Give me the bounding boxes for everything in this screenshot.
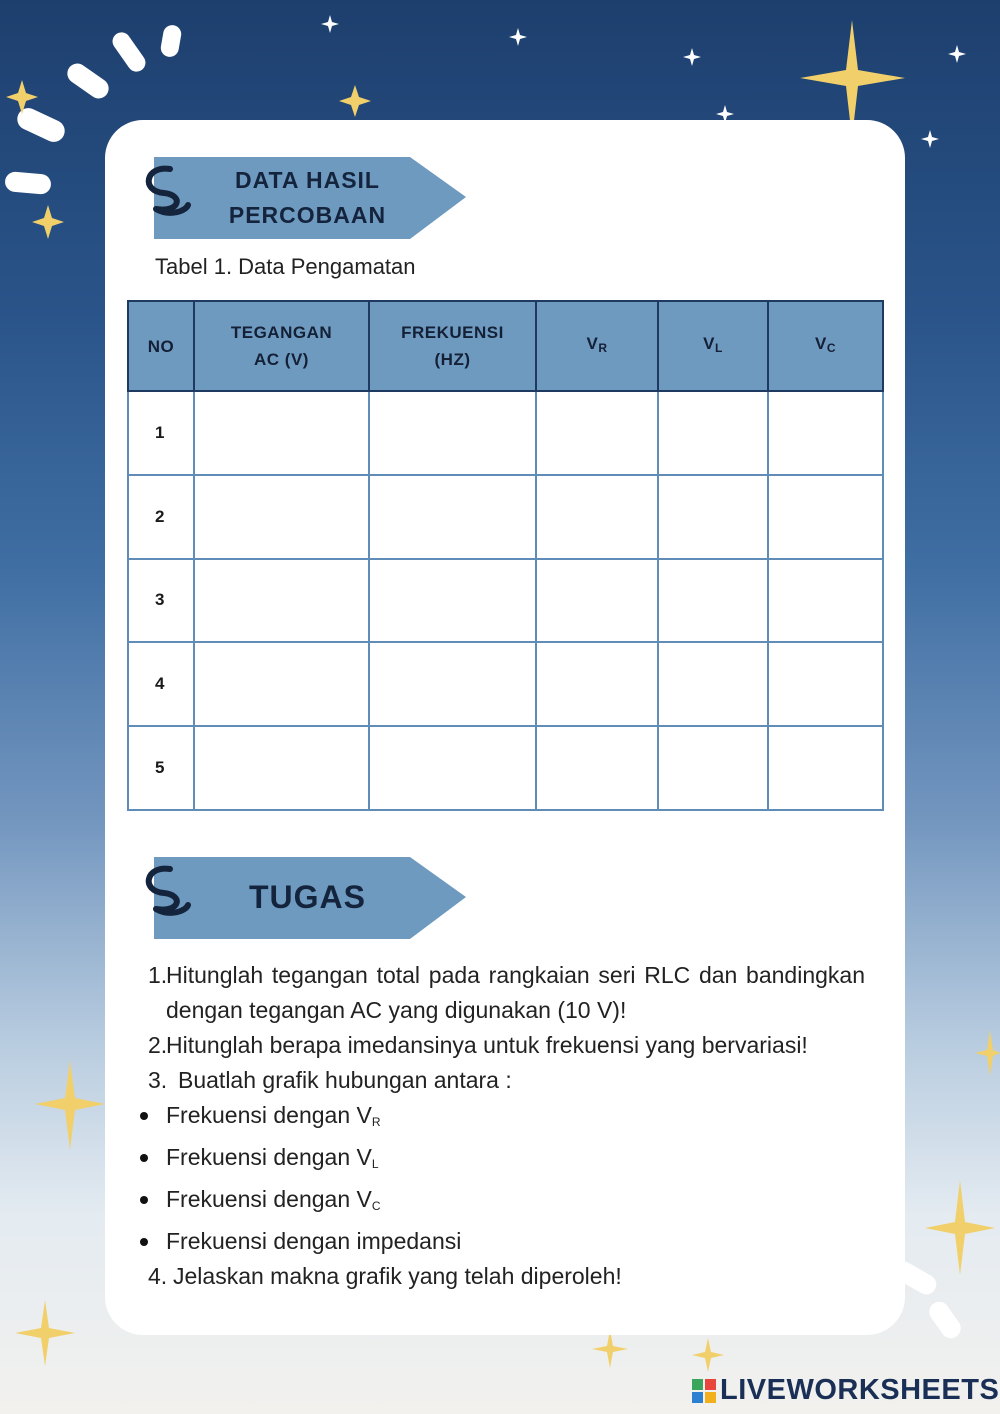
header-vl — [658, 301, 768, 391]
task-number: 2. — [148, 1032, 168, 1058]
bullet-item — [140, 1098, 865, 1140]
cell-voltage[interactable] — [194, 642, 369, 726]
liveworksheets-icon — [692, 1379, 716, 1403]
row-number: 5 — [128, 726, 194, 810]
bullet-text — [166, 1140, 865, 1182]
cell-vr[interactable] — [536, 642, 658, 726]
cell-vr[interactable] — [536, 559, 658, 643]
cell-vc[interactable] — [768, 726, 883, 810]
header-vc-label: V — [814, 334, 827, 353]
task-item — [140, 958, 865, 1028]
section-tag-tugas — [140, 855, 470, 941]
bullet-dot — [140, 1196, 148, 1204]
bullet-text — [166, 1098, 865, 1140]
bullet-item — [140, 1224, 865, 1259]
task-item — [140, 1259, 865, 1294]
task-number: 4. — [148, 1263, 168, 1289]
observation-table — [127, 300, 884, 811]
cell-vl[interactable] — [658, 559, 768, 643]
cell-vl[interactable] — [658, 391, 768, 475]
header-vr — [536, 301, 658, 391]
cell-frequency[interactable] — [369, 475, 536, 559]
bullet-item — [140, 1182, 865, 1224]
cell-vl[interactable] — [658, 642, 768, 726]
bullet-subscript: C — [371, 1199, 381, 1213]
cell-vc[interactable] — [768, 642, 883, 726]
task-item — [140, 1063, 865, 1098]
header-no: NO — [128, 301, 194, 391]
header-vc-subscript: C — [826, 341, 836, 355]
header-voltage — [194, 301, 369, 391]
section-title-line2: PERCOBAAN — [228, 202, 387, 228]
row-number: 1 — [128, 391, 194, 475]
table-header-row — [128, 301, 883, 391]
bullet-dot — [140, 1154, 148, 1162]
cell-vl[interactable] — [658, 475, 768, 559]
header-voltage-line1: TEGANGAN — [230, 323, 333, 342]
section-title: TUGAS — [249, 879, 366, 915]
header-vr-label: V — [586, 334, 599, 353]
task-number: 1. — [148, 962, 168, 988]
bullet-subscript: L — [371, 1157, 379, 1171]
bullet-item — [140, 1140, 865, 1182]
cell-frequency[interactable] — [369, 559, 536, 643]
bullet-dot — [140, 1112, 148, 1120]
task-text: Hitunglah berapa imedansinya untuk frekuensi yang bervariasi! — [166, 1032, 808, 1058]
cell-vr[interactable] — [536, 726, 658, 810]
header-frequency-line2: (HZ) — [434, 350, 471, 369]
section-title-line1: DATA HASIL — [234, 167, 380, 193]
bullet-text-main: Frekuensi dengan V — [166, 1186, 372, 1212]
cell-vr[interactable] — [536, 475, 658, 559]
table-caption: Tabel 1. Data Pengamatan — [155, 254, 416, 279]
table-row — [128, 475, 883, 559]
task-text: Buatlah grafik hubungan antara : — [178, 1067, 512, 1093]
cell-voltage[interactable] — [194, 475, 369, 559]
cell-voltage[interactable] — [194, 726, 369, 810]
row-number: 2 — [128, 475, 194, 559]
header-vl-label: V — [703, 334, 715, 353]
section-tag-data-hasil — [140, 155, 470, 241]
table-row — [128, 642, 883, 726]
task-number: 3. — [148, 1067, 168, 1093]
bullet-text — [166, 1182, 865, 1224]
table-row — [128, 559, 883, 643]
row-number: 3 — [128, 559, 194, 643]
section-title — [220, 163, 395, 233]
header-vc — [768, 301, 883, 391]
task-item — [140, 1028, 865, 1063]
task-text: Hitunglah tegangan total pada rangkaian seri RLC dan bandingkan dengan tegangan AC yang digunakan (10 V)! — [166, 962, 865, 1023]
cell-frequency[interactable] — [369, 642, 536, 726]
bullet-text-main: Frekuensi dengan V — [166, 1102, 372, 1128]
cell-vc[interactable] — [768, 391, 883, 475]
task-text: Jelaskan makna grafik yang telah diperoleh! — [173, 1263, 622, 1289]
cell-frequency[interactable] — [369, 391, 536, 475]
table-row — [128, 726, 883, 810]
header-frequency — [369, 301, 536, 391]
brand-name: LIVEWORKSHEETS — [720, 1374, 1000, 1406]
cell-frequency[interactable] — [369, 726, 536, 810]
bullet-dot — [140, 1238, 148, 1246]
cell-voltage[interactable] — [194, 559, 369, 643]
bullet-text-main: Frekuensi dengan V — [166, 1144, 372, 1170]
task-list — [140, 958, 865, 1294]
cell-voltage[interactable] — [194, 391, 369, 475]
table-row — [128, 391, 883, 475]
header-vr-subscript: R — [598, 341, 608, 355]
cell-vc[interactable] — [768, 475, 883, 559]
row-number: 4 — [128, 642, 194, 726]
header-voltage-line2: AC (V) — [254, 350, 309, 369]
cell-vr[interactable] — [536, 391, 658, 475]
header-vl-subscript: L — [715, 341, 723, 355]
bullet-text: Frekuensi dengan impedansi — [166, 1228, 462, 1254]
cell-vl[interactable] — [658, 726, 768, 810]
header-frequency-line1: FREKUENSI — [401, 323, 504, 342]
cell-vc[interactable] — [768, 559, 883, 643]
bullet-subscript: R — [371, 1115, 381, 1129]
